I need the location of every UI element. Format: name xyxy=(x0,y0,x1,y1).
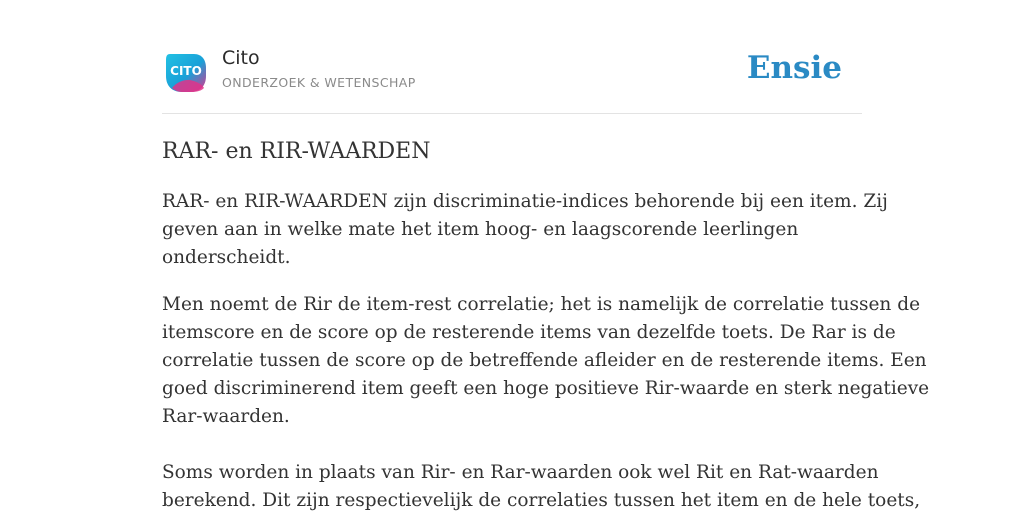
article-paragraph xyxy=(162,459,921,512)
paragraph-line: RAR- en RIR-WAARDEN zijn discriminatie-indices behorende bij een item. Zij xyxy=(162,191,888,212)
paragraph-line: onderscheidt. xyxy=(162,247,291,268)
cito-logo[interactable] xyxy=(164,50,208,94)
paragraph-line: Rar-waarden. xyxy=(162,406,290,427)
paragraph-line: geven aan in welke mate het item hoog- en laagscorende leerlingen xyxy=(162,219,799,240)
paragraph-line: goed discriminerend item geeft een hoge positieve Rir-waarde en sterk negatieve xyxy=(162,378,930,399)
paragraph-line: Soms worden in plaats van Rir- en Rar-waarden ook wel Rit en Rat-waarden xyxy=(162,462,879,483)
logo-text: CITO xyxy=(170,64,202,78)
article-title: RAR- en RIR-WAARDEN xyxy=(162,139,431,164)
org-subtitle: ONDERZOEK & WETENSCHAP xyxy=(222,75,416,90)
site-header xyxy=(162,40,862,114)
org-name[interactable]: Cito xyxy=(222,47,260,69)
article-paragraph xyxy=(162,291,930,431)
article-paragraph xyxy=(162,188,888,272)
paragraph-line: correlatie tussen de score op de betreffende afleider en de resterende items. Een xyxy=(162,350,927,371)
cito-logo-icon xyxy=(164,50,208,94)
ensie-brand-logo[interactable]: Ensie xyxy=(746,50,842,86)
article xyxy=(162,137,930,512)
paragraph-line: Men noemt de Rir de item-rest correlatie; het is namelijk de correlatie tussen de xyxy=(162,294,921,315)
paragraph-line: berekend. Dit zijn respectievelijk de correlaties tussen het item en de hele toets, xyxy=(162,490,921,511)
paragraph-line: itemscore en de score op de resterende items van dezelfde toets. De Rar is de xyxy=(162,322,896,343)
